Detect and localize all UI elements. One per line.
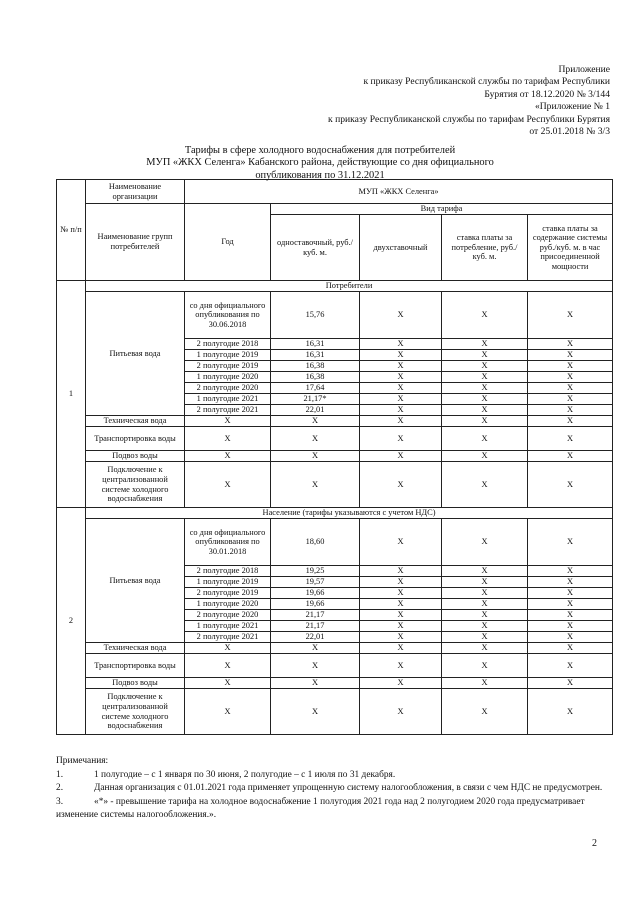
period-cell: 1 полугодие 2020 bbox=[185, 372, 271, 383]
tariff-value: Х bbox=[528, 577, 613, 588]
tariff-value: Х bbox=[528, 610, 613, 621]
tariff-value: Х bbox=[442, 462, 528, 508]
section-number: 1 bbox=[57, 281, 86, 508]
period-cell: Х bbox=[185, 416, 271, 427]
tariff-value: Х bbox=[528, 566, 613, 577]
col-header-year: Год bbox=[185, 204, 271, 281]
tariff-value: 21,17 bbox=[271, 621, 360, 632]
tariff-value: Х bbox=[442, 689, 528, 735]
period-cell: 1 полугодие 2020 bbox=[185, 599, 271, 610]
consumer-group: Подключение к централизованной системе холодного водоснабжения bbox=[86, 462, 185, 508]
tariff-value: Х bbox=[442, 588, 528, 599]
tariff-value: Х bbox=[360, 462, 442, 508]
tariff-value: Х bbox=[528, 519, 613, 566]
tariff-value: Х bbox=[360, 588, 442, 599]
tariff-value: Х bbox=[360, 678, 442, 689]
note-item bbox=[56, 796, 612, 823]
tariff-value: 19,66 bbox=[271, 588, 360, 599]
header-line: Бурятия от 18.12.2020 № 3/144 bbox=[484, 88, 610, 100]
tariff-value: Х bbox=[528, 350, 613, 361]
tariff-value: Х bbox=[360, 350, 442, 361]
tariff-value: Х bbox=[360, 566, 442, 577]
table-row bbox=[57, 180, 613, 204]
tariff-value: Х bbox=[360, 451, 442, 462]
tariff-value: Х bbox=[271, 416, 360, 427]
note-text: 1 полугодие – с 1 января по 30 июня, 2 полугодие – с 1 июля по 31 декабря. bbox=[94, 769, 396, 780]
tariff-value: Х bbox=[442, 292, 528, 339]
table-row bbox=[57, 204, 613, 215]
tariff-value: 21,17 bbox=[271, 610, 360, 621]
tariff-value: Х bbox=[442, 610, 528, 621]
tariff-value: 16,38 bbox=[271, 361, 360, 372]
table-row bbox=[57, 281, 613, 292]
header-line: к приказу Республиканской службы по тарифам Республики bbox=[363, 76, 610, 88]
tariff-value: 19,66 bbox=[271, 599, 360, 610]
tariff-value: Х bbox=[442, 350, 528, 361]
tariff-value: Х bbox=[442, 361, 528, 372]
consumer-group: Техническая вода bbox=[86, 643, 185, 654]
page-number: 2 bbox=[592, 838, 597, 849]
document-title bbox=[0, 145, 640, 182]
tariff-value: Х bbox=[442, 405, 528, 416]
tariff-value: Х bbox=[528, 292, 613, 339]
tariff-value: Х bbox=[271, 678, 360, 689]
tariff-value: 21,17* bbox=[271, 394, 360, 405]
tariff-value: Х bbox=[442, 566, 528, 577]
tariff-value: Х bbox=[271, 451, 360, 462]
col-header-tariff-type: ставка платы за содержание системы руб./куб. м. в час присоединенной мощности bbox=[528, 215, 613, 281]
period-cell: 2 полугодие 2019 bbox=[185, 588, 271, 599]
tariff-value: Х bbox=[360, 339, 442, 350]
table-row bbox=[57, 462, 613, 508]
period-cell: 2 полугодие 2021 bbox=[185, 405, 271, 416]
period-cell: Х bbox=[185, 451, 271, 462]
col-header-consumer-groups: Наименование групп потребителей bbox=[86, 204, 185, 281]
note-number: 2. bbox=[56, 783, 64, 794]
tariff-value: Х bbox=[442, 427, 528, 451]
tariff-value: Х bbox=[271, 654, 360, 678]
organization-name: МУП «ЖКХ Селенга» bbox=[185, 180, 613, 204]
consumer-group: Техническая вода bbox=[86, 416, 185, 427]
tariff-value: 16,31 bbox=[271, 339, 360, 350]
note-number: 3. bbox=[56, 796, 64, 807]
tariff-value: 15,76 bbox=[271, 292, 360, 339]
title-line: Тарифы в сфере холодного водоснабжения для потребителей bbox=[184, 145, 456, 156]
period-cell: 2 полугодие 2021 bbox=[185, 632, 271, 643]
header-line: Приложение bbox=[558, 64, 610, 75]
period-cell: 2 полугодие 2019 bbox=[185, 361, 271, 372]
header-line: от 25.01.2018 № 3/3 bbox=[529, 126, 610, 138]
tariff-value: Х bbox=[528, 621, 613, 632]
period-cell: 2 полугодие 2020 bbox=[185, 383, 271, 394]
tariff-value: Х bbox=[360, 416, 442, 427]
tariff-value: Х bbox=[442, 394, 528, 405]
tariff-value: Х bbox=[528, 654, 613, 678]
tariff-value: Х bbox=[528, 394, 613, 405]
tariff-value: Х bbox=[360, 610, 442, 621]
tariff-value: Х bbox=[271, 462, 360, 508]
appendix-header bbox=[190, 64, 610, 138]
title-line: МУП «ЖКХ Селенга» Кабанского района, действующие со дня официального bbox=[146, 157, 494, 169]
period-cell: 2 полугодие 2020 bbox=[185, 610, 271, 621]
table-row bbox=[57, 654, 613, 678]
tariff-value: Х bbox=[360, 427, 442, 451]
section-header: Потребители bbox=[86, 281, 613, 292]
notes-heading: Примечания: bbox=[56, 756, 109, 766]
period-cell: Х bbox=[185, 689, 271, 735]
tariff-value: Х bbox=[442, 451, 528, 462]
tariff-value: Х bbox=[528, 383, 613, 394]
period-cell: Х bbox=[185, 678, 271, 689]
col-header-tariff-type: одноставочный, руб./ куб. м. bbox=[271, 215, 360, 281]
tariff-value: Х bbox=[360, 394, 442, 405]
tariff-value: Х bbox=[528, 339, 613, 350]
tariff-value: Х bbox=[528, 451, 613, 462]
col-header-number: № п/п bbox=[57, 180, 86, 281]
col-header-tariff-type: двухставочный bbox=[360, 215, 442, 281]
period-cell: со дня официального опубликования по 30.06.2018 bbox=[185, 292, 271, 339]
period-cell: 1 полугодие 2021 bbox=[185, 394, 271, 405]
tariff-value: Х bbox=[360, 372, 442, 383]
table-row bbox=[57, 416, 613, 427]
tariff-value: Х bbox=[360, 632, 442, 643]
tariff-value: 22,01 bbox=[271, 405, 360, 416]
tariff-value: 19,25 bbox=[271, 566, 360, 577]
consumer-group: Подключение к централизованной системе холодного водоснабжения bbox=[86, 689, 185, 735]
tariff-value: Х bbox=[442, 654, 528, 678]
consumer-group: Транспортировка воды bbox=[86, 427, 185, 451]
tariff-value: Х bbox=[442, 599, 528, 610]
tariff-value: Х bbox=[528, 632, 613, 643]
tariff-value: 22,01 bbox=[271, 632, 360, 643]
consumer-group: Питьевая вода bbox=[86, 519, 185, 643]
period-cell: 1 полугодие 2019 bbox=[185, 577, 271, 588]
note-item bbox=[56, 782, 612, 796]
period-cell: Х bbox=[185, 643, 271, 654]
tariff-value: Х bbox=[360, 599, 442, 610]
tariff-value: Х bbox=[528, 372, 613, 383]
tariff-value: Х bbox=[442, 416, 528, 427]
tariff-value: Х bbox=[442, 621, 528, 632]
table-row bbox=[57, 292, 613, 339]
tariff-value: 18,60 bbox=[271, 519, 360, 566]
tariff-value: 19,57 bbox=[271, 577, 360, 588]
tariff-value: Х bbox=[360, 519, 442, 566]
period-cell: 1 полугодие 2021 bbox=[185, 621, 271, 632]
table-row bbox=[57, 508, 613, 519]
tariff-value: Х bbox=[360, 689, 442, 735]
tariff-value: Х bbox=[528, 643, 613, 654]
period-cell: со дня официального опубликования по 30.01.2018 bbox=[185, 519, 271, 566]
tariff-value: Х bbox=[360, 383, 442, 394]
table-row bbox=[57, 519, 613, 566]
tariff-value: Х bbox=[528, 588, 613, 599]
note-text: Данная организация с 01.01.2021 года применяет упрощенную систему налогообложения, в связи с чем НДС не предусмотрен. bbox=[94, 783, 603, 794]
tariff-value: Х bbox=[442, 632, 528, 643]
header-line: «Приложение № 1 bbox=[534, 101, 610, 113]
table-row bbox=[57, 689, 613, 735]
period-cell: 2 полугодие 2018 bbox=[185, 339, 271, 350]
tariff-value: Х bbox=[528, 361, 613, 372]
tariff-value: Х bbox=[528, 416, 613, 427]
period-cell: Х bbox=[185, 462, 271, 508]
table-row bbox=[57, 451, 613, 462]
tariff-table-body bbox=[57, 180, 613, 735]
tariff-value: Х bbox=[360, 577, 442, 588]
tariff-value: Х bbox=[442, 678, 528, 689]
col-header-tariff-kind: Вид тарифа bbox=[271, 204, 613, 215]
note-item bbox=[56, 769, 612, 783]
consumer-group: Подвоз воды bbox=[86, 678, 185, 689]
tariff-value: Х bbox=[271, 689, 360, 735]
tariff-value: Х bbox=[442, 519, 528, 566]
tariff-value: 16,31 bbox=[271, 350, 360, 361]
tariff-value: Х bbox=[360, 654, 442, 678]
tariff-value: Х bbox=[528, 427, 613, 451]
tariff-value: Х bbox=[360, 361, 442, 372]
tariff-value: Х bbox=[442, 383, 528, 394]
tariff-value: Х bbox=[528, 599, 613, 610]
consumer-group: Подвоз воды bbox=[86, 451, 185, 462]
period-cell: 1 полугодие 2019 bbox=[185, 350, 271, 361]
tariff-value: Х bbox=[360, 621, 442, 632]
section-number: 2 bbox=[57, 508, 86, 735]
period-cell: 2 полугодие 2018 bbox=[185, 566, 271, 577]
tariff-value: Х bbox=[528, 678, 613, 689]
note-number: 1. bbox=[56, 769, 64, 780]
header-line: к приказу Республиканской службы по тарифам Республики Бурятия bbox=[328, 113, 610, 125]
period-cell: Х bbox=[185, 427, 271, 451]
section-header: Население (тарифы указываются с учетом НДС) bbox=[86, 508, 613, 519]
table-row bbox=[57, 643, 613, 654]
note-text: «*» - превышение тарифа на холодное водоснабжение 1 полугодия 2021 года над 2 полугодием 2020 года предусматривает изменение системы налогообложения.». bbox=[56, 796, 585, 821]
tariff-value: Х bbox=[528, 405, 613, 416]
table-row bbox=[57, 427, 613, 451]
tariff-value: Х bbox=[528, 689, 613, 735]
tariff-value: Х bbox=[360, 405, 442, 416]
tariff-value: Х bbox=[442, 372, 528, 383]
period-cell: Х bbox=[185, 654, 271, 678]
notes bbox=[56, 755, 612, 823]
col-header-tariff-type: ставка платы за потребление, руб./ куб. м. bbox=[442, 215, 528, 281]
consumer-group: Транспортировка воды bbox=[86, 654, 185, 678]
tariff-value: Х bbox=[442, 643, 528, 654]
table-row bbox=[57, 678, 613, 689]
tariff-value: Х bbox=[271, 427, 360, 451]
title-line: опубликования по 31.12.2021 bbox=[255, 169, 385, 181]
col-header-organization: Наименование организации bbox=[86, 180, 185, 204]
tariff-value: Х bbox=[528, 462, 613, 508]
tariff-value: Х bbox=[271, 643, 360, 654]
consumer-group: Питьевая вода bbox=[86, 292, 185, 416]
tariff-value: 17,64 bbox=[271, 383, 360, 394]
tariff-value: Х bbox=[360, 292, 442, 339]
tariff-value: Х bbox=[442, 577, 528, 588]
tariff-table bbox=[56, 179, 613, 735]
tariff-value: 16,38 bbox=[271, 372, 360, 383]
tariff-value: Х bbox=[442, 339, 528, 350]
tariff-value: Х bbox=[360, 643, 442, 654]
